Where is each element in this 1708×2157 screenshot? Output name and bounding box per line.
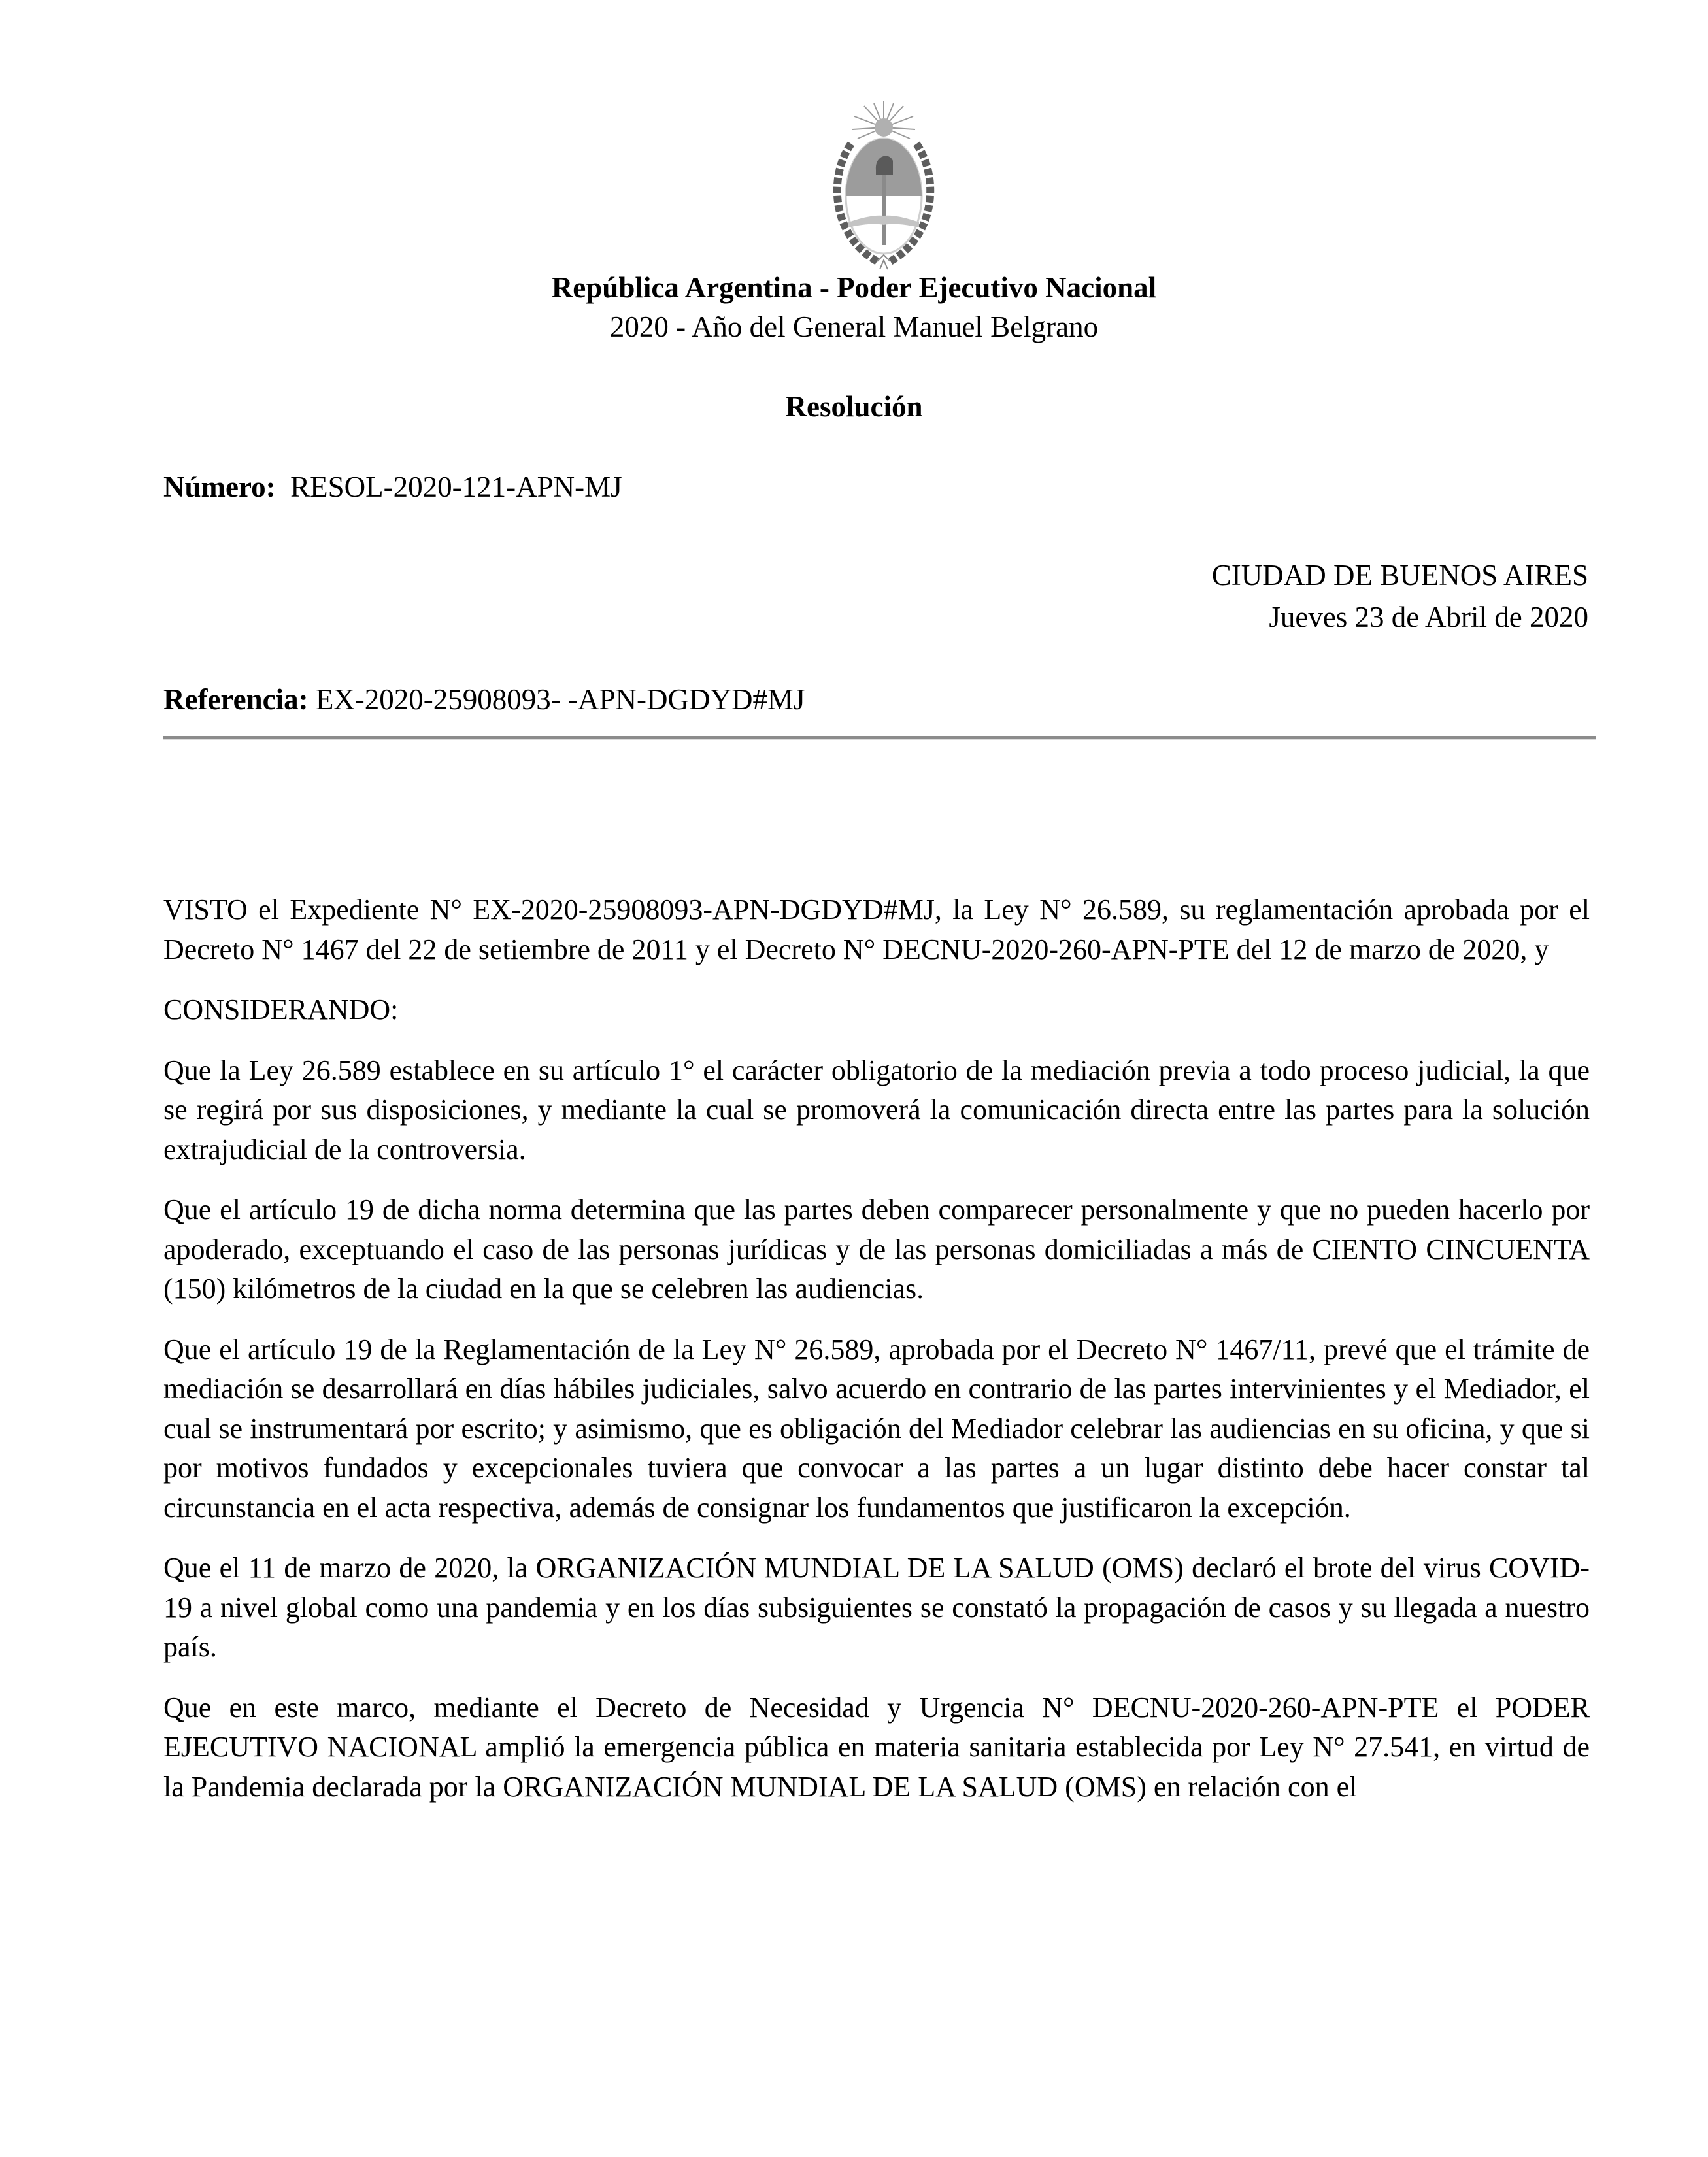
paragraph-considerando: CONSIDERANDO: (163, 994, 399, 1026)
paragraph: Que el artículo 19 de dicha norma determina que las partes deben comparecer personalmente y que no pueden hacerlo por apoderado, exceptuando el caso de las personas jurídicas y de las personas domiciliadas a más de CIENTO CINCUENTA (150) kilómetros de la ciudad en la que se celebren las audiencias. (163, 1194, 1590, 1305)
paragraph: Que el artículo 19 de la Reglamentación de la Ley N° 26.589, aprobada por el Decreto N° 1467/11, prevé que el trámite de mediación se desarrollará en días hábiles judiciales, salvo acuerdo en contrario de las partes intervinientes y el Mediador, el cual se instrumentará por escrito; y asimismo, que es obligación del Mediador celebrar las audiencias en su oficina, y que si por motivos fundados y excepcionales tuviera que convocar a las partes a un lugar distinto debe hacer constar tal circunstancia en el acta respectiva, además de consignar los fundamentos que justificaron la excepción. (163, 1333, 1590, 1524)
document-number (163, 467, 622, 507)
page-subtitle: 2020 - Año del General Manuel Belgrano (609, 310, 1099, 343)
paragraph: Que el 11 de marzo de 2020, la ORGANIZACIÓN MUNDIAL DE LA SALUD (OMS) declaró el brote del virus COVID-19 a nivel global como una pandemia y en los días subsiguientes se constató la propagación de casos y su llegada a nuestro país. (163, 1552, 1590, 1663)
page-title: República Argentina - Poder Ejecutivo Nacional (551, 271, 1157, 304)
header-divider (163, 736, 1596, 740)
paragraph-visto: VISTO el Expediente N° EX-2020-25908093-APN-DGDYD#MJ, la Ley N° 26.589, su reglamentación aprobada por el Decreto N° 1467 del 22 de setiembre de 2011 y el Decreto N° DECNU-2020-260-APN-PTE del 12 de marzo de 2020, y (163, 894, 1590, 965)
numero-label: Número: (163, 471, 276, 503)
city: CIUDAD DE BUENOS AIRES (1211, 559, 1588, 592)
coat-of-arms-icon (825, 98, 943, 275)
paragraph: Que la Ley 26.589 establece en su artículo 1° el carácter obligatorio de la mediación previa a todo proceso judicial, la que se regirá por sus disposiciones, y mediante la cual se promoverá la comunicación directa entre las partes para la solución extrajudicial de la controversia. (163, 1054, 1590, 1165)
document-type-heading: Resolución (785, 390, 923, 423)
referencia-label: Referencia: (163, 683, 309, 716)
document-body (163, 890, 1590, 1828)
numero-value: RESOL-2020-121-APN-MJ (290, 471, 622, 503)
referencia-value: EX-2020-25908093- -APN-DGDYD#MJ (315, 683, 805, 716)
reference (163, 680, 805, 719)
paragraph: Que en este marco, mediante el Decreto de Necesidad y Urgencia N° DECNU-2020-260-APN-PTE el PODER EJECUTIVO NACIONAL amplió la emergencia pública en materia sanitaria establecida por Ley N° 27.541, en virtud de la Pandemia declarada por la ORGANIZACIÓN MUNDIAL DE LA SALUD (OMS) en relación con el (163, 1691, 1590, 1803)
date: Jueves 23 de Abril de 2020 (1269, 601, 1588, 633)
place-and-date (1212, 554, 1588, 638)
